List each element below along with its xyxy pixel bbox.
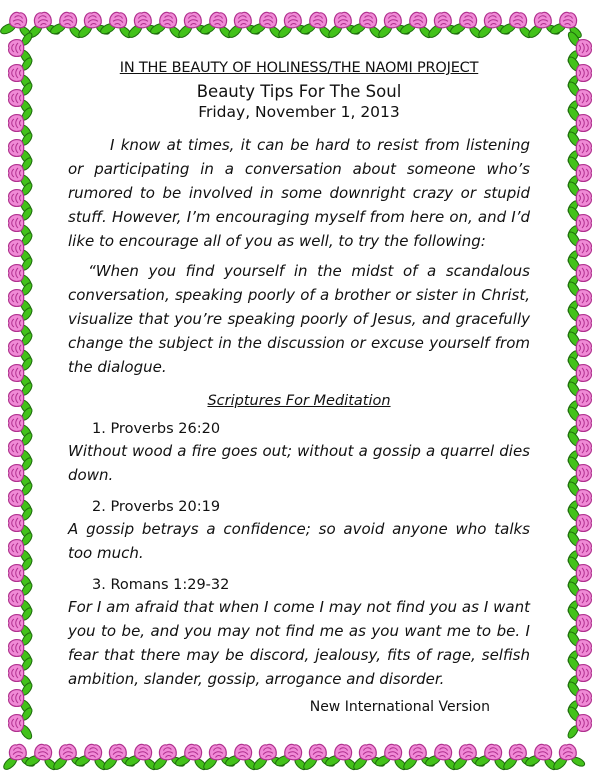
scripture-text: A gossip betrays a confidence; so avoid anyone who talks too much. [68,520,530,562]
intro-paragraph: I know at times, it can be hard to resist from listening or participating in a conversation about someone who’s rumored to be involved in some downright crazy or stupid stuff. However, I’m encouraging myself from here on, and I’d like to encourage all of you as well, to try the following: [68,136,530,250]
scripture-item [68,421,530,487]
rose-icon [548,10,586,40]
rose-icon [566,705,591,740]
quote-paragraph: “When you find yourself in the midst of a scandalous conversation, speaking poorly of a brother or sister in Christ, visualize that you’re speaking poorly of Jesus, and gracefully change the subject in the discussion or excuse yourself from the dialogue. [68,262,530,376]
document-body [68,60,530,715]
document-subtitle: Beauty Tips For The Soul [196,82,402,101]
scripture-text: Without wood a fire goes out; without a gossip a quarrel dies down. [68,442,530,484]
scripture-item [68,577,530,691]
scripture-reference: 1. Proverbs 26:20 [92,421,221,437]
document-title: IN THE BEAUTY OF HOLINESS/THE NAOMI PROJECT [119,60,479,76]
scripture-text: For I am afraid that when I come I may not find you as I want you to be, and you may not find me as you want me to be. I fear that there may be discord, jealousy, fits of rage, selfish ambition, slander, gossip, arrogance and disorder. [68,598,530,688]
rose-icon [9,706,34,741]
rose-icon [549,742,587,772]
bible-version: New International Version [309,699,490,715]
scriptures-heading: Scriptures For Meditation [207,393,391,409]
scripture-reference: 2. Proverbs 20:19 [92,499,221,515]
scripture-reference: 3. Romans 1:29-32 [92,577,230,593]
document-date: Friday, November 1, 2013 [198,103,400,121]
scripture-item [68,499,530,565]
